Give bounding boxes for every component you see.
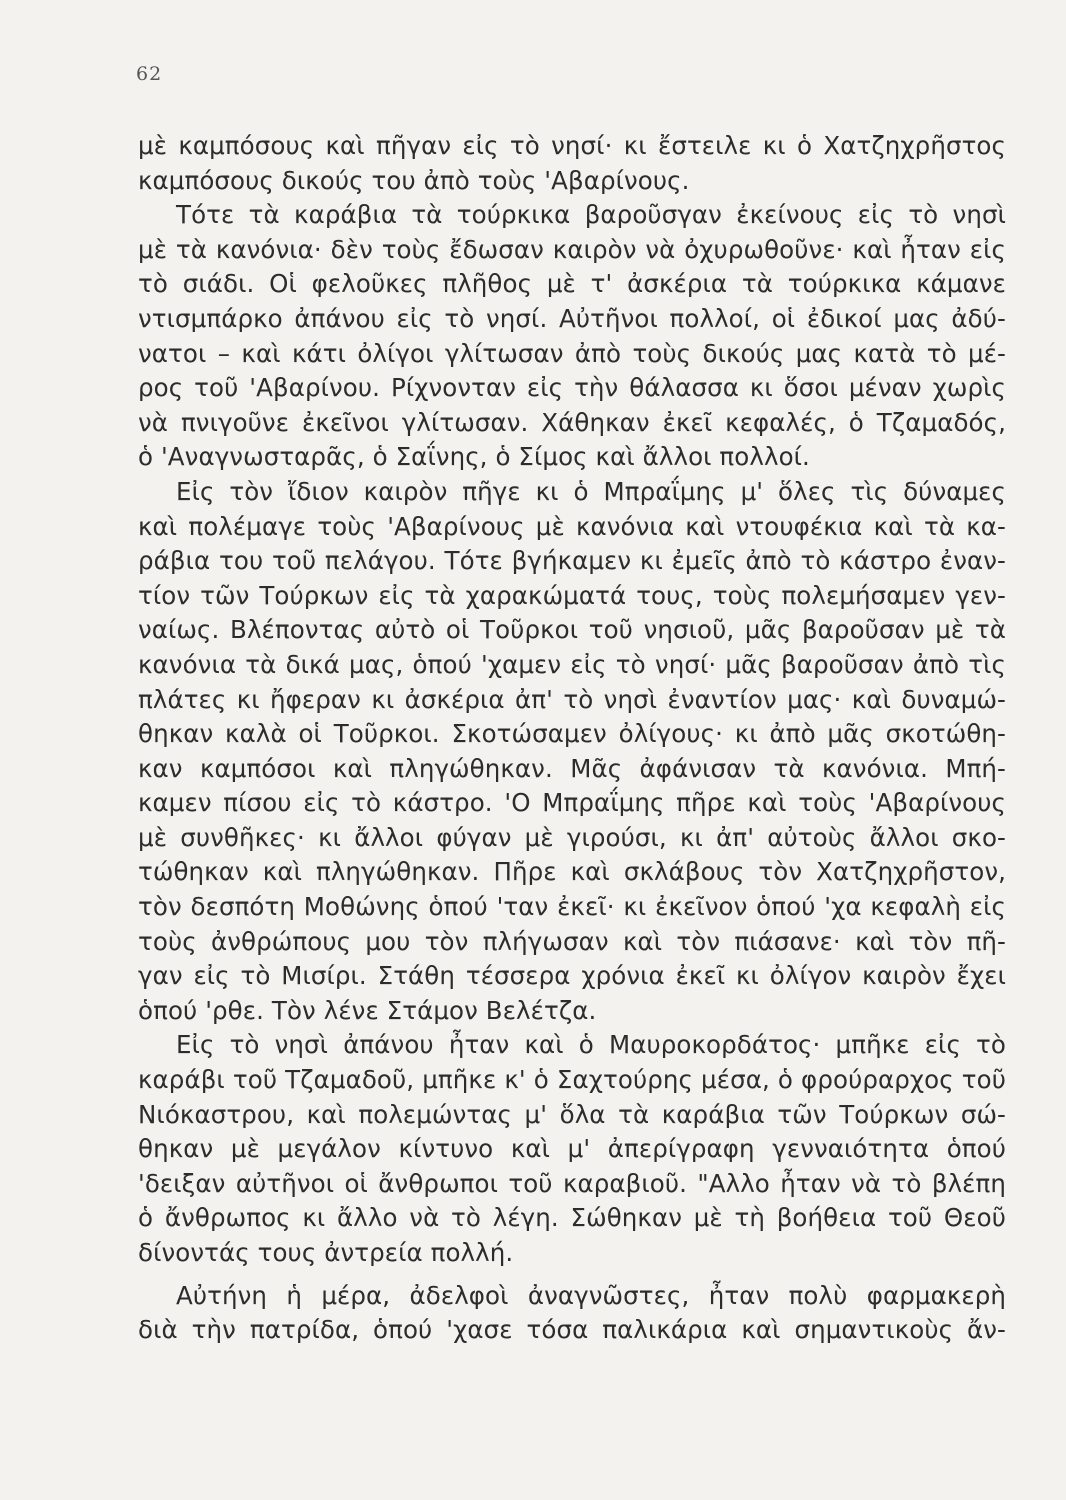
text-line: πλάτες κι ἤφεραν κι ἀσκέρια ἀπ' τὸ νησὶ ἐναντίον μας· καὶ δυναμώ-: [138, 684, 1006, 714]
text-line: διὰ τὴν πατρίδα, ὁπού 'χασε τόσα παλικάρια καὶ σημαντικοὺς ἄν-: [138, 1315, 1006, 1345]
text-line: ναίως. Βλέποντας αὐτὸ οἱ Τοῦρκοι τοῦ νησιοῦ, μᾶς βαροῦσαν μὲ τὰ: [138, 615, 1006, 645]
page-number: 62: [136, 63, 163, 85]
text-line: καμεν πίσου εἰς τὸ κάστρο. 'Ο Μπραΐμης πῆρε καὶ τοὺς 'Αβαρίνους: [138, 788, 1006, 818]
text-line: Τότε τὰ καράβια τὰ τούρκικα βαροῦσγαν ἐκείνους εἰς τὸ νησὶ: [176, 200, 1006, 230]
text-line: νατοι – καὶ κάτι ὀλίγοι γλίτωσαν ἀπὸ τοὺς δικούς μας κατὰ τὸ μέ-: [138, 338, 1006, 368]
text-line: τὸν δεσπότη Μοθώνης ὁπού 'ταν ἐκεῖ· κι ἐκεῖνον ὁπού 'χα κεφαλὴ εἰς: [138, 892, 1006, 922]
text-line: μὲ καμπόσους καὶ πῆγαν εἰς τὸ νησί· κι ἔστειλε κι ὁ Χατζηχρῆστος: [138, 131, 1006, 160]
paragraph-spacer: [138, 1271, 1006, 1279]
text-line: καμπόσους δικούς του ἀπὸ τοὺς 'Αβαρίνους.: [138, 165, 690, 195]
text-line: θηκαν καλὰ οἱ Τοῦρκοι. Σκοτώσαμεν ὀλίγους· κι ἀπὸ μᾶς σκοτώθη-: [138, 719, 1006, 749]
text-line: καν καμπόσοι καὶ πληγώθηκαν. Μᾶς ἀφάνισαν τὰ κανόνια. Μπή-: [138, 753, 1006, 783]
paragraph: [138, 475, 1006, 1029]
text-line: γαν εἰς τὸ Μισίρι. Στάθη τέσσερα χρόνια ἐκεῖ κι ὀλίγον καιρὸν ἔχει: [138, 961, 1006, 991]
text-line: Αὐτήνη ἡ μέρα, ἀδελφοὶ ἀναγνῶστες, ἦταν πολὺ φαρμακερὴ: [176, 1280, 1006, 1310]
text-line: ράβια του τοῦ πελάγου. Τότε βγήκαμεν κι ἐμεῖς ἀπὸ τὸ κάστρο ἐναν-: [138, 546, 1006, 576]
text-line: ρος τοῦ 'Αβαρίνου. Ρίχνονταν εἰς τὴν θάλασσα κι ὅσοι μέναν χωρὶς: [138, 373, 1006, 403]
paragraph: [138, 1279, 1006, 1348]
text-line: θηκαν μὲ μεγάλον κίντυνο καὶ μ' ἀπερίγραφη γενναιότητα ὁπού: [138, 1134, 1006, 1164]
text-line: Εἰς τὸν ἴδιον καιρὸν πῆγε κι ὁ Μπραΐμης μ' ὅλες τὶς δύναμες: [176, 476, 1006, 506]
text-line: ὁπού 'ρθε. Τὸν λένε Στάμον Βελέτζα.: [138, 995, 597, 1025]
text-line: μὲ τὰ κανόνια· δὲν τοὺς ἔδωσαν καιρὸν νὰ ὀχυρωθοῦνε· καὶ ἦταν εἰς: [138, 234, 1006, 264]
text-line: νὰ πνιγοῦνε ἐκεῖνοι γλίτωσαν. Χάθηκαν ἐκεῖ κεφαλές, ὁ Τζαμαδός,: [138, 407, 1006, 437]
text-line: καὶ πολέμαγε τοὺς 'Αβαρίνους μὲ κανόνια καὶ ντουφέκια καὶ τὰ κα-: [138, 511, 1006, 541]
paragraph: [138, 1028, 1006, 1270]
text-line: 'δειξαν αὐτῆνοι οἱ ἄνθρωποι τοῦ καραβιοῦ. "Αλλο ἦταν νὰ τὸ βλέπη: [138, 1168, 1006, 1198]
text-line: μὲ συνθῆκες· κι ἄλλοι φύγαν μὲ γιρούσι, κι ἀπ' αὐτοὺς ἄλλοι σκο-: [138, 822, 1006, 852]
text-line: τώθηκαν καὶ πληγώθηκαν. Πῆρε καὶ σκλάβους τὸν Χατζηχρῆστον,: [138, 857, 1006, 887]
text-line: ντισμπάρκο ἀπάνου εἰς τὸ νησί. Αὐτῆνοι πολλοί, οἱ ἐδικοί μας ἀδύ-: [138, 303, 1006, 333]
text-line: τὸ σιάδι. Οἱ φελοῦκες πλῆθος μὲ τ' ἀσκέρια τὰ τούρκικα κάμανε: [138, 269, 1006, 299]
body-text: [138, 129, 1006, 1348]
paragraph: [138, 129, 1006, 198]
text-line: κανόνια τὰ δικά μας, ὁπού 'χαμεν εἰς τὸ νησί· μᾶς βαροῦσαν ἀπὸ τὶς: [138, 649, 1006, 679]
text-line: τίον τῶν Τούρκων εἰς τὰ χαρακώματά τους, τοὺς πολεμήσαμεν γεν-: [138, 580, 1006, 610]
text-line: Εἰς τὸ νησὶ ἀπάνου ἦταν καὶ ὁ Μαυροκορδάτος· μπῆκε εἰς τὸ: [176, 1030, 1006, 1060]
text-line: ὁ 'Αναγνωσταρᾶς, ὁ Σαΐνης, ὁ Σίμος καὶ ἄλλοι πολλοί.: [138, 442, 810, 472]
text-line: Νιόκαστρου, καὶ πολεμώντας μ' ὅλα τὰ καράβια τῶν Τούρκων σώ-: [138, 1099, 1006, 1129]
text-line: καράβι τοῦ Τζαμαδοῦ, μπῆκε κ' ὁ Σαχτούρης μέσα, ὁ φρούραρχος τοῦ: [138, 1065, 1006, 1095]
paragraph: [138, 198, 1006, 475]
text-line: τοὺς ἀνθρώπους μου τὸν πλήγωσαν καὶ τὸν πιάσανε· καὶ τὸν πῆ-: [138, 926, 1006, 956]
text-line: δίνοντάς τους ἀντρεία πολλή.: [138, 1238, 514, 1267]
text-line: ὁ ἄνθρωπος κι ἄλλο νὰ τὸ λέγη. Σώθηκαν μὲ τὴ βοήθεια τοῦ Θεοῦ: [138, 1203, 1006, 1233]
